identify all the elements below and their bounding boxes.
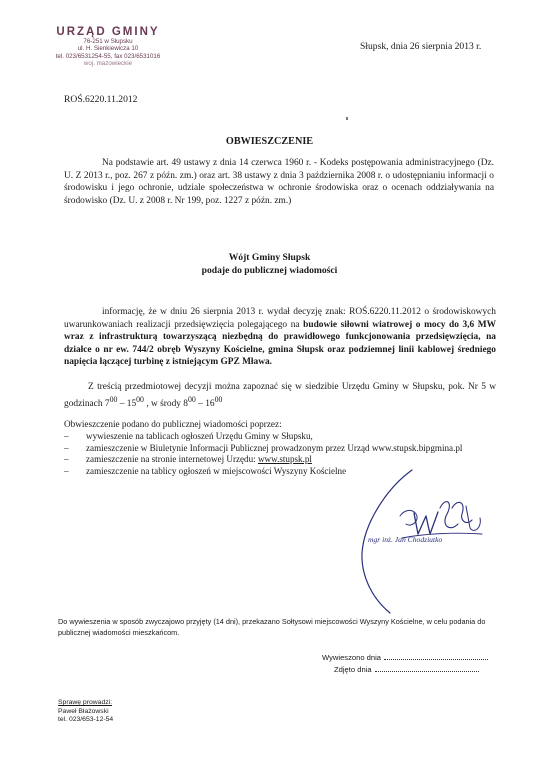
decision-subject: budowie siłowni wiatrowej o mocy do 3,6 MW wraz z infrastrukturą towarzyszącą niezbędną do prawidłowego funkcjonowania przedsięwzięcia, na działce o nr ew. 744/2 obręb Wyszyny Kościelne, gmina Słupsk oraz podziemnej linii kablowej średniego napięcia łączącej turbinę z istniejącym GPZ Mława. bbox=[64, 319, 496, 368]
list-dash: – bbox=[64, 431, 69, 441]
place-and-date: Słupsk, dnia 26 sierpnia 2013 r. bbox=[360, 41, 482, 52]
list-item-text: wywieszenie na tablicach ogłoszeń Urzędu Gminy w Słupsku, bbox=[86, 431, 313, 441]
posted-date-blank bbox=[384, 652, 488, 660]
scan-speck bbox=[346, 117, 348, 120]
hours-text-d: – 16 bbox=[195, 398, 215, 409]
hours-text-a: Z treścią przedmiotowej decyzji można zapoznać się w siedzibie Urzędu Gminy w Słupsku, pok. Nr 5 w godzinach 7 bbox=[64, 382, 496, 409]
case-handler-phone: tel. 023/653-12-54 bbox=[58, 716, 114, 724]
list-item-text: zamieszczenie w Biuletynie Informacji Publicznej prowadzonym przez Urząd www.stupsk.bipgmina.pl bbox=[86, 442, 463, 453]
list-dash: – bbox=[64, 465, 69, 476]
issuer-block bbox=[0, 251, 539, 277]
office-hours-paragraph bbox=[64, 381, 496, 410]
issuer-name: Wójt Gminy Słupsk bbox=[228, 252, 311, 263]
case-handler-block bbox=[58, 699, 113, 725]
posting-instruction: Do wywieszenia w sposób zwyczajowo przyjęty (14 dni), przekazano Sołtysowi miejscowości Wyszyny Kościelne, w celu podania do publicznej wiadomości mieszkańcom. bbox=[58, 617, 486, 637]
case-handler-label: Sprawę prowadzi: bbox=[58, 699, 113, 706]
hours-sup-a: 00 bbox=[109, 394, 118, 404]
hours-sup-c: 00 bbox=[187, 394, 196, 404]
decision-paragraph bbox=[64, 306, 496, 369]
list-dash: – bbox=[64, 454, 69, 465]
hours-sup-d: 00 bbox=[214, 394, 223, 404]
legal-basis-paragraph: Na podstawie art. 49 ustawy z dnia 14 czerwca 1960 r. - Kodeks postępowania administracyjnego (Dz. U. Z 2013 r., poz. 267 z późn. zm.) oraz art. 38 ustawy z dnia 3 października 2008 r. o udostępnianiu informacji o środowisku i jego ochronie, udziale społeczeństwa w ochronie środowiska oraz o ocenach oddziaływania na środowisko (Dz. U. z 2008 r. Nr 199, poz. 1227 z późn. zm.) bbox=[64, 158, 494, 206]
posted-label: Wywieszono dnia bbox=[322, 653, 382, 662]
hours-text-c: , w środy 8 bbox=[143, 398, 188, 409]
signature-caption: mgr inż. Jan Chodziutko bbox=[368, 535, 443, 544]
website-link[interactable]: www.stupsk.pl bbox=[257, 454, 312, 465]
notice-intro: Obwieszczenie podano do publicznej wiadomości poprzez: bbox=[64, 419, 282, 429]
list-item bbox=[64, 454, 504, 466]
list-item bbox=[64, 443, 504, 455]
list-item-text: zamieszczenie na stronie internetowej Urzędu: bbox=[86, 454, 258, 465]
case-handler-name: Paweł Błażowski bbox=[58, 707, 109, 715]
list-item-text: zamieszczenie na tablicy ogłoszeń w miejscowości Wyszyny Kościelne bbox=[86, 465, 347, 476]
removed-date-blank bbox=[375, 664, 479, 672]
stamp-office-name: URZĄD GMINY bbox=[56, 26, 160, 38]
stamp-street: ul. H. Sienkiewicza 10 bbox=[77, 45, 139, 53]
issuer-statement: podaje do publicznej wiadomości bbox=[201, 265, 338, 276]
hours-sup-b: 00 bbox=[136, 394, 144, 404]
reference-number: ROŚ.6220.11.2012 bbox=[64, 94, 138, 105]
office-stamp bbox=[38, 26, 178, 68]
list-item bbox=[64, 431, 504, 443]
stamp-phone: tel. 023/6531254-55, fax 023/6531016 bbox=[55, 52, 161, 60]
document-title: OBWIESZCZENIE bbox=[225, 136, 314, 147]
removed-label: Zdjęto dnia bbox=[334, 665, 372, 674]
hours-text-b: – 15 bbox=[117, 398, 137, 409]
removed-date-line bbox=[334, 664, 479, 674]
list-dash: – bbox=[64, 442, 69, 453]
posted-date-line bbox=[322, 652, 488, 662]
decision-text: informację, że w dniu 26 sierpnia 2013 r. wydał decyzję znak: ROŚ.6220.11.2012 o środowiskowych uwarunkowaniach realizacji przedsięwzięcia polegającego na bbox=[64, 307, 496, 330]
stamp-postal: 76-251 w Słupsku bbox=[83, 38, 133, 45]
stamp-region: woj. mazowieckie bbox=[83, 60, 133, 68]
